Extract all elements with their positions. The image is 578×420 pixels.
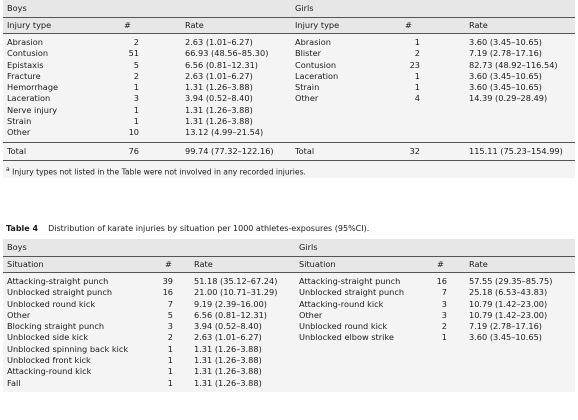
boys-rate-cell: 2.63 (1.01–6.27) [185,37,253,47]
boys-count-cell: 51 [128,48,139,59]
table-footnote [3,160,575,178]
boys-count-cell: 16 [162,287,173,298]
boys-count-cell: 1 [167,377,173,388]
girls-rate-cell: 3.60 (3.45–10.65) [469,332,542,343]
girls-situation-cell: Unblocked elbow strike [299,332,394,343]
girls-rate-cell: 3.60 (3.45–10.65) [469,70,542,81]
boys-rate-cell: 13.12 (4.99–21.54) [185,127,264,138]
boys-situation-cell: Fall [7,377,21,388]
girls-heading: Girls [299,242,318,252]
boys-rate-cell: 66.93 (48.56–85.30) [185,48,269,59]
boys-heading: Boys [7,242,27,252]
boys-count-cell: 3 [167,321,173,332]
boys-count-header: # [124,20,131,30]
girls-count-header: # [437,259,444,269]
boys-count-cell: 2 [133,37,139,47]
boys-situation-cell: Other [7,309,31,320]
footnote-mark: a [6,165,10,173]
table-row [3,366,575,377]
table-row [3,127,575,138]
boys-count-cell: 3 [133,93,139,104]
boys-count-cell: 7 [167,298,173,309]
girls-type-header: Injury type [295,20,340,30]
girls-count-cell: 3 [441,309,447,320]
table-row [3,310,575,321]
boys-rate-cell: 3.94 (0.52–8.40) [185,93,253,104]
boys-rate-cell: 2.63 (1.01–6.27) [194,332,262,343]
boys-injury-type-cell: Nerve injury [7,104,58,115]
boys-rate-cell: 1.31 (1.26–3.88) [194,366,262,377]
caption-text: Distribution of karate injuries by situation per 1000 athletes-exposures (95%CI). [48,224,370,233]
girls-rate-cell: 3.60 (3.45–10.65) [469,82,542,93]
boys-rate-cell: 1.31 (1.26–3.88) [194,355,262,366]
girls-rate-cell: 7.19 (2.78–17.16) [469,321,542,332]
table-row [3,116,575,127]
boys-heading: Boys [7,3,27,13]
boys-count-cell: 5 [133,59,139,70]
footnote-text: Injury types not listed in the Table were not involved in any recorded injuries. [12,167,306,177]
column-header-row [3,17,575,34]
table-row [3,82,575,93]
girls-count-cell: 7 [441,287,447,298]
boys-count-cell: 1 [133,82,139,93]
column-header-row [3,256,575,273]
boys-count-cell: 1 [167,355,173,366]
boys-count-cell: 10 [128,127,139,138]
boys-situation-header: Situation [7,259,44,269]
boys-count-cell: 2 [133,70,139,81]
table-row [3,93,575,104]
situation-table [3,219,575,392]
boys-injury-type-cell: Abrasion [7,37,43,47]
boys-injury-type-cell: Epistaxis [7,59,44,70]
girls-count-cell: 3 [441,298,447,309]
boys-count-cell: 1 [167,343,173,354]
boys-situation-cell: Unblocked round kick [7,298,96,309]
boys-count-cell: 1 [133,116,139,127]
boys-rate-cell: 1.31 (1.26–3.88) [194,343,262,354]
table-row [3,105,575,116]
table-row [3,321,575,332]
boys-total-count: 76 [128,145,139,156]
table-row [3,287,575,298]
sex-heading-row [3,0,575,17]
boys-situation-cell: Blocking straight punch [7,321,105,332]
boys-count-cell: 1 [133,104,139,115]
girls-rate-cell: 14.39 (0.29–28.49) [469,93,548,104]
total-row [3,142,575,160]
boys-rate-cell: 9.19 (2.39–16.00) [194,298,267,309]
boys-rate-cell: 3.94 (0.52–8.40) [194,321,262,332]
girls-rate-cell: 10.79 (1.42–23.00) [469,309,548,320]
boys-count-cell: 39 [162,276,173,286]
boys-injury-type-cell: Laceration [7,93,51,104]
girls-count-cell: 2 [414,48,420,59]
girls-injury-type-cell: Other [295,93,319,104]
girls-count-cell: 1 [414,37,420,47]
boys-rate-cell: 6.56 (0.81–12.31) [185,59,258,70]
girls-heading: Girls [295,3,314,13]
girls-injury-type-cell: Blister [295,48,322,59]
table-label: Table 4 [6,224,39,233]
girls-rate-cell: 10.79 (1.42–23.00) [469,298,548,309]
girls-situation-cell: Unblocked straight punch [299,287,405,298]
girls-rate-cell: 7.19 (2.78–17.16) [469,48,542,59]
girls-situation-header: Situation [299,259,336,269]
girls-injury-type-cell: Laceration [295,70,339,81]
boys-rate-cell: 1.31 (1.26–3.88) [185,104,253,115]
boys-situation-cell: Unblocked side kick [7,332,89,343]
girls-rate-header: Rate [469,259,488,269]
table-row [3,37,575,48]
table-row [3,378,575,389]
boys-total-label: Total [7,145,27,156]
boys-injury-type-cell: Fracture [7,70,41,81]
boys-injury-type-cell: Other [7,127,31,138]
situation-grid [3,239,575,392]
boys-total-rate: 99.74 (77.32–122.16) [185,145,274,156]
table-row [3,299,575,310]
girls-injury-type-cell: Contusion [295,59,337,70]
boys-rate-cell: 51.18 (35.12–67.24) [194,276,278,286]
girls-injury-type-cell: Strain [295,82,320,93]
table-row [3,355,575,366]
boys-injury-type-cell: Hemorrhage [7,82,59,93]
injury-type-grid [3,0,575,178]
boys-rate-cell: 6.56 (0.81–12.31) [194,309,267,320]
girls-total-rate: 115.11 (75.23–154.99) [469,145,563,156]
girls-situation-cell: Other [299,309,323,320]
table-row [3,48,575,59]
girls-count-cell: 1 [414,82,420,93]
boys-situation-cell: Unblocked spinning back kick [7,343,129,354]
boys-situation-cell: Unblocked front kick [7,355,91,366]
girls-situation-cell: Attacking-straight punch [299,276,401,286]
boys-situation-cell: Attacking-straight punch [7,276,109,286]
boys-count-cell: 1 [167,366,173,377]
boys-count-header: # [165,259,172,269]
injury-type-table [3,0,575,178]
girls-total-label: Total [295,145,315,156]
boys-rate-cell: 1.31 (1.26–3.88) [185,82,253,93]
girls-situation-cell: Unblocked round kick [299,321,388,332]
boys-type-header: Injury type [7,20,52,30]
girls-count-cell: 16 [436,276,447,286]
boys-count-cell: 2 [167,332,173,343]
boys-injury-type-cell: Contusion [7,48,49,59]
girls-count-cell: 4 [414,93,420,104]
girls-count-cell: 23 [409,59,420,70]
girls-rate-cell: 3.60 (3.45–10.65) [469,37,542,47]
situation-body [3,273,575,392]
table-row [3,71,575,82]
table-row [3,276,575,287]
girls-count-cell: 1 [441,332,447,343]
table-row [3,60,575,71]
boys-injury-type-cell: Strain [7,116,32,127]
table-row [3,332,575,343]
boys-rate-cell: 2.63 (1.01–6.27) [185,70,253,81]
table-caption [3,219,575,239]
girls-rate-cell: 25.18 (6.53–43.83) [469,287,548,298]
boys-rate-header: Rate [185,20,204,30]
injury-type-body [3,34,575,142]
boys-rate-cell: 21.00 (10.71–31.29) [194,287,278,298]
sex-heading-row [3,239,575,256]
girls-total-count: 32 [409,145,420,156]
girls-rate-cell: 57.55 (29.35–85.75) [469,276,553,286]
girls-injury-type-cell: Abrasion [295,37,331,47]
table-row [3,344,575,355]
girls-count-cell: 1 [414,70,420,81]
boys-rate-cell: 1.31 (1.26–3.88) [194,377,262,388]
girls-situation-cell: Attacking-round kick [299,298,384,309]
girls-count-header: # [405,20,412,30]
boys-rate-header: Rate [194,259,213,269]
girls-count-cell: 2 [441,321,447,332]
boys-situation-cell: Attacking-round kick [7,366,92,377]
girls-rate-cell: 82.73 (48.92–116.54) [469,59,558,70]
boys-rate-cell: 1.31 (1.26–3.88) [185,116,253,127]
girls-rate-header: Rate [469,20,488,30]
boys-situation-cell: Unblocked straight punch [7,287,113,298]
boys-count-cell: 5 [167,309,173,320]
